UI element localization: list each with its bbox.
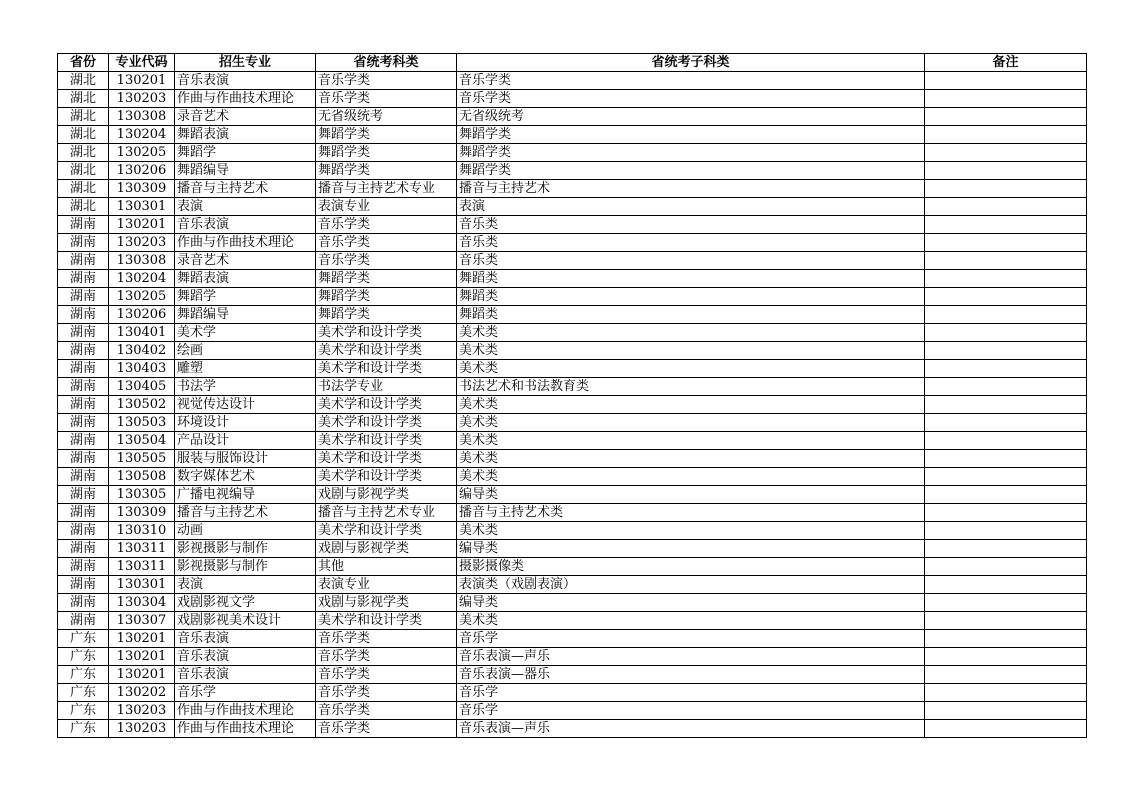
province-cell: 湖南 bbox=[58, 540, 109, 558]
major-code-cell: 130305 bbox=[109, 486, 175, 504]
major-cell: 戏剧影视文学 bbox=[175, 594, 316, 612]
province-cell: 广东 bbox=[58, 666, 109, 684]
major-cell: 影视摄影与制作 bbox=[175, 540, 316, 558]
major-cell: 服装与服饰设计 bbox=[175, 450, 316, 468]
table-row bbox=[58, 396, 1087, 414]
province-cell: 湖南 bbox=[58, 468, 109, 486]
table-row bbox=[58, 504, 1087, 522]
province-cell: 湖南 bbox=[58, 288, 109, 306]
province-cell: 湖北 bbox=[58, 198, 109, 216]
major-cell: 数字媒体艺术 bbox=[175, 468, 316, 486]
exam-category-cell: 美术学和设计学类 bbox=[316, 324, 457, 342]
table-row bbox=[58, 234, 1087, 252]
exam-category-cell: 舞蹈学类 bbox=[316, 126, 457, 144]
exam-category-cell: 美术学和设计学类 bbox=[316, 522, 457, 540]
remarks-cell bbox=[925, 396, 1087, 414]
major-cell: 播音与主持艺术 bbox=[175, 504, 316, 522]
remarks-cell bbox=[925, 684, 1087, 702]
major-cell: 播音与主持艺术 bbox=[175, 180, 316, 198]
exam-subcategory-cell: 摄影摄像类 bbox=[457, 558, 925, 576]
province-cell: 湖南 bbox=[58, 414, 109, 432]
exam-category-cell: 音乐学类 bbox=[316, 216, 457, 234]
remarks-cell bbox=[925, 414, 1087, 432]
exam-subcategory-cell: 音乐学 bbox=[457, 630, 925, 648]
exam-subcategory-cell: 舞蹈类 bbox=[457, 288, 925, 306]
province-cell: 湖南 bbox=[58, 486, 109, 504]
remarks-cell bbox=[925, 666, 1087, 684]
remarks-cell bbox=[925, 342, 1087, 360]
major-cell: 动画 bbox=[175, 522, 316, 540]
table-row bbox=[58, 216, 1087, 234]
major-cell: 音乐表演 bbox=[175, 630, 316, 648]
remarks-cell bbox=[925, 234, 1087, 252]
major-cell: 舞蹈表演 bbox=[175, 270, 316, 288]
major-code-cell: 130204 bbox=[109, 270, 175, 288]
exam-category-cell: 美术学和设计学类 bbox=[316, 414, 457, 432]
exam-subcategory-cell: 音乐类 bbox=[457, 252, 925, 270]
table-row bbox=[58, 540, 1087, 558]
major-code-cell: 130204 bbox=[109, 126, 175, 144]
province-cell: 湖南 bbox=[58, 252, 109, 270]
table-row bbox=[58, 90, 1087, 108]
major-code-cell: 130301 bbox=[109, 576, 175, 594]
major-cell: 环境设计 bbox=[175, 414, 316, 432]
remarks-cell bbox=[925, 270, 1087, 288]
major-cell: 舞蹈编导 bbox=[175, 162, 316, 180]
exam-category-cell: 播音与主持艺术专业 bbox=[316, 180, 457, 198]
table-row bbox=[58, 252, 1087, 270]
table-row bbox=[58, 108, 1087, 126]
exam-category-cell: 音乐学类 bbox=[316, 90, 457, 108]
major-cell: 作曲与作曲技术理论 bbox=[175, 720, 316, 738]
exam-subcategory-cell: 美术类 bbox=[457, 612, 925, 630]
table-body bbox=[58, 72, 1087, 738]
header-exam-subcategory: 省统考子科类 bbox=[457, 54, 925, 72]
major-code-cell: 130508 bbox=[109, 468, 175, 486]
province-cell: 湖南 bbox=[58, 576, 109, 594]
table-row bbox=[58, 486, 1087, 504]
exam-category-cell: 音乐学类 bbox=[316, 666, 457, 684]
exam-category-cell: 美术学和设计学类 bbox=[316, 432, 457, 450]
header-row bbox=[58, 54, 1087, 72]
exam-category-cell: 舞蹈学类 bbox=[316, 288, 457, 306]
table-row bbox=[58, 666, 1087, 684]
major-code-cell: 130504 bbox=[109, 432, 175, 450]
province-cell: 湖南 bbox=[58, 306, 109, 324]
exam-category-cell: 音乐学类 bbox=[316, 684, 457, 702]
province-cell: 湖南 bbox=[58, 270, 109, 288]
province-cell: 湖北 bbox=[58, 126, 109, 144]
province-cell: 湖南 bbox=[58, 612, 109, 630]
remarks-cell bbox=[925, 630, 1087, 648]
major-code-cell: 130311 bbox=[109, 540, 175, 558]
remarks-cell bbox=[925, 90, 1087, 108]
province-cell: 湖南 bbox=[58, 558, 109, 576]
remarks-cell bbox=[925, 612, 1087, 630]
exam-subcategory-cell: 美术类 bbox=[457, 414, 925, 432]
exam-category-cell: 舞蹈学类 bbox=[316, 144, 457, 162]
exam-category-cell: 舞蹈学类 bbox=[316, 270, 457, 288]
province-cell: 湖北 bbox=[58, 108, 109, 126]
major-cell: 音乐表演 bbox=[175, 666, 316, 684]
exam-category-cell: 美术学和设计学类 bbox=[316, 360, 457, 378]
exam-category-cell: 书法学专业 bbox=[316, 378, 457, 396]
major-code-cell: 130309 bbox=[109, 504, 175, 522]
remarks-cell bbox=[925, 108, 1087, 126]
major-code-cell: 130502 bbox=[109, 396, 175, 414]
major-cell: 表演 bbox=[175, 198, 316, 216]
exam-subcategory-cell: 美术类 bbox=[457, 522, 925, 540]
remarks-cell bbox=[925, 198, 1087, 216]
exam-subcategory-cell: 美术类 bbox=[457, 396, 925, 414]
major-code-cell: 130308 bbox=[109, 108, 175, 126]
table-row bbox=[58, 522, 1087, 540]
exam-subcategory-cell: 音乐类 bbox=[457, 216, 925, 234]
exam-category-cell: 戏剧与影视学类 bbox=[316, 540, 457, 558]
remarks-cell bbox=[925, 126, 1087, 144]
province-cell: 湖南 bbox=[58, 342, 109, 360]
province-cell: 湖南 bbox=[58, 594, 109, 612]
remarks-cell bbox=[925, 468, 1087, 486]
major-code-cell: 130201 bbox=[109, 666, 175, 684]
remarks-cell bbox=[925, 162, 1087, 180]
exam-category-cell: 音乐学类 bbox=[316, 252, 457, 270]
remarks-cell bbox=[925, 324, 1087, 342]
major-cell: 音乐表演 bbox=[175, 72, 316, 90]
remarks-cell bbox=[925, 504, 1087, 522]
major-cell: 舞蹈学 bbox=[175, 144, 316, 162]
exam-subcategory-cell: 音乐表演—声乐 bbox=[457, 720, 925, 738]
major-cell: 录音艺术 bbox=[175, 252, 316, 270]
table-row bbox=[58, 576, 1087, 594]
header-exam-category: 省统考科类 bbox=[316, 54, 457, 72]
remarks-cell bbox=[925, 432, 1087, 450]
exam-category-cell: 美术学和设计学类 bbox=[316, 396, 457, 414]
table-row bbox=[58, 432, 1087, 450]
major-code-cell: 130301 bbox=[109, 198, 175, 216]
major-code-cell: 130201 bbox=[109, 648, 175, 666]
header-major-code: 专业代码 bbox=[109, 54, 175, 72]
major-cell: 舞蹈编导 bbox=[175, 306, 316, 324]
exam-category-cell: 音乐学类 bbox=[316, 720, 457, 738]
remarks-cell bbox=[925, 180, 1087, 198]
exam-subcategory-cell: 音乐学类 bbox=[457, 72, 925, 90]
province-cell: 湖南 bbox=[58, 234, 109, 252]
major-cell: 作曲与作曲技术理论 bbox=[175, 234, 316, 252]
province-cell: 湖南 bbox=[58, 432, 109, 450]
exam-subcategory-cell: 舞蹈学类 bbox=[457, 144, 925, 162]
exam-subcategory-cell: 播音与主持艺术类 bbox=[457, 504, 925, 522]
province-cell: 湖北 bbox=[58, 162, 109, 180]
table-row bbox=[58, 612, 1087, 630]
exam-category-cell: 表演专业 bbox=[316, 198, 457, 216]
table-row bbox=[58, 720, 1087, 738]
exam-subcategory-cell: 表演类（戏剧表演） bbox=[457, 576, 925, 594]
major-cell: 作曲与作曲技术理论 bbox=[175, 702, 316, 720]
exam-subcategory-cell: 书法艺术和书法教育类 bbox=[457, 378, 925, 396]
province-cell: 广东 bbox=[58, 720, 109, 738]
remarks-cell bbox=[925, 144, 1087, 162]
major-cell: 雕塑 bbox=[175, 360, 316, 378]
exam-category-cell: 音乐学类 bbox=[316, 630, 457, 648]
header-province: 省份 bbox=[58, 54, 109, 72]
remarks-cell bbox=[925, 522, 1087, 540]
major-cell: 广播电视编导 bbox=[175, 486, 316, 504]
exam-subcategory-cell: 表演 bbox=[457, 198, 925, 216]
major-code-cell: 130308 bbox=[109, 252, 175, 270]
major-cell: 产品设计 bbox=[175, 432, 316, 450]
major-code-cell: 130401 bbox=[109, 324, 175, 342]
major-code-cell: 130304 bbox=[109, 594, 175, 612]
table-row bbox=[58, 342, 1087, 360]
table-row bbox=[58, 594, 1087, 612]
major-code-cell: 130309 bbox=[109, 180, 175, 198]
major-code-cell: 130403 bbox=[109, 360, 175, 378]
header-major: 招生专业 bbox=[175, 54, 316, 72]
major-code-cell: 130201 bbox=[109, 216, 175, 234]
exam-category-cell: 播音与主持艺术专业 bbox=[316, 504, 457, 522]
remarks-cell bbox=[925, 360, 1087, 378]
remarks-cell bbox=[925, 576, 1087, 594]
table-row bbox=[58, 162, 1087, 180]
major-cell: 绘画 bbox=[175, 342, 316, 360]
exam-category-cell: 戏剧与影视学类 bbox=[316, 594, 457, 612]
major-cell: 音乐表演 bbox=[175, 648, 316, 666]
remarks-cell bbox=[925, 306, 1087, 324]
remarks-cell bbox=[925, 72, 1087, 90]
major-code-cell: 130505 bbox=[109, 450, 175, 468]
remarks-cell bbox=[925, 288, 1087, 306]
table-row bbox=[58, 630, 1087, 648]
remarks-cell bbox=[925, 720, 1087, 738]
exam-category-cell: 音乐学类 bbox=[316, 72, 457, 90]
table-row bbox=[58, 468, 1087, 486]
province-cell: 湖南 bbox=[58, 396, 109, 414]
admissions-table bbox=[57, 53, 1087, 738]
table-row bbox=[58, 378, 1087, 396]
exam-category-cell: 无省级统考 bbox=[316, 108, 457, 126]
table-row bbox=[58, 324, 1087, 342]
province-cell: 广东 bbox=[58, 630, 109, 648]
header-remarks: 备注 bbox=[925, 54, 1087, 72]
major-code-cell: 130205 bbox=[109, 144, 175, 162]
province-cell: 湖南 bbox=[58, 504, 109, 522]
exam-subcategory-cell: 编导类 bbox=[457, 594, 925, 612]
province-cell: 湖北 bbox=[58, 72, 109, 90]
major-cell: 表演 bbox=[175, 576, 316, 594]
major-cell: 书法学 bbox=[175, 378, 316, 396]
table-row bbox=[58, 684, 1087, 702]
exam-subcategory-cell: 美术类 bbox=[457, 324, 925, 342]
major-cell: 视觉传达设计 bbox=[175, 396, 316, 414]
major-code-cell: 130310 bbox=[109, 522, 175, 540]
table-row bbox=[58, 450, 1087, 468]
table-row bbox=[58, 144, 1087, 162]
province-cell: 湖南 bbox=[58, 360, 109, 378]
exam-subcategory-cell: 舞蹈类 bbox=[457, 306, 925, 324]
exam-subcategory-cell: 无省级统考 bbox=[457, 108, 925, 126]
table-row bbox=[58, 360, 1087, 378]
exam-subcategory-cell: 编导类 bbox=[457, 486, 925, 504]
major-code-cell: 130203 bbox=[109, 702, 175, 720]
remarks-cell bbox=[925, 486, 1087, 504]
major-cell: 美术学 bbox=[175, 324, 316, 342]
exam-category-cell: 美术学和设计学类 bbox=[316, 342, 457, 360]
province-cell: 湖北 bbox=[58, 180, 109, 198]
exam-subcategory-cell: 美术类 bbox=[457, 360, 925, 378]
remarks-cell bbox=[925, 540, 1087, 558]
province-cell: 湖北 bbox=[58, 90, 109, 108]
major-code-cell: 130203 bbox=[109, 90, 175, 108]
exam-category-cell: 表演专业 bbox=[316, 576, 457, 594]
major-cell: 舞蹈表演 bbox=[175, 126, 316, 144]
exam-subcategory-cell: 音乐学 bbox=[457, 684, 925, 702]
exam-subcategory-cell: 美术类 bbox=[457, 342, 925, 360]
table-row bbox=[58, 702, 1087, 720]
major-code-cell: 130307 bbox=[109, 612, 175, 630]
table-row bbox=[58, 270, 1087, 288]
remarks-cell bbox=[925, 558, 1087, 576]
major-cell: 音乐学 bbox=[175, 684, 316, 702]
remarks-cell bbox=[925, 450, 1087, 468]
table-row bbox=[58, 126, 1087, 144]
table-row bbox=[58, 180, 1087, 198]
exam-subcategory-cell: 音乐表演—声乐 bbox=[457, 648, 925, 666]
exam-category-cell: 其他 bbox=[316, 558, 457, 576]
exam-subcategory-cell: 播音与主持艺术 bbox=[457, 180, 925, 198]
table-row bbox=[58, 558, 1087, 576]
exam-subcategory-cell: 美术类 bbox=[457, 468, 925, 486]
exam-category-cell: 音乐学类 bbox=[316, 234, 457, 252]
remarks-cell bbox=[925, 594, 1087, 612]
remarks-cell bbox=[925, 648, 1087, 666]
exam-category-cell: 美术学和设计学类 bbox=[316, 468, 457, 486]
exam-subcategory-cell: 舞蹈类 bbox=[457, 270, 925, 288]
major-cell: 舞蹈学 bbox=[175, 288, 316, 306]
major-code-cell: 130405 bbox=[109, 378, 175, 396]
remarks-cell bbox=[925, 702, 1087, 720]
major-cell: 影视摄影与制作 bbox=[175, 558, 316, 576]
major-code-cell: 130206 bbox=[109, 306, 175, 324]
exam-subcategory-cell: 舞蹈学类 bbox=[457, 126, 925, 144]
exam-category-cell: 戏剧与影视学类 bbox=[316, 486, 457, 504]
major-cell: 作曲与作曲技术理论 bbox=[175, 90, 316, 108]
province-cell: 湖南 bbox=[58, 216, 109, 234]
major-code-cell: 130201 bbox=[109, 72, 175, 90]
exam-subcategory-cell: 编导类 bbox=[457, 540, 925, 558]
exam-subcategory-cell: 美术类 bbox=[457, 432, 925, 450]
exam-category-cell: 音乐学类 bbox=[316, 702, 457, 720]
remarks-cell bbox=[925, 216, 1087, 234]
major-code-cell: 130201 bbox=[109, 630, 175, 648]
table-row bbox=[58, 198, 1087, 216]
major-code-cell: 130203 bbox=[109, 720, 175, 738]
major-code-cell: 130202 bbox=[109, 684, 175, 702]
exam-category-cell: 美术学和设计学类 bbox=[316, 450, 457, 468]
province-cell: 广东 bbox=[58, 648, 109, 666]
major-cell: 音乐表演 bbox=[175, 216, 316, 234]
exam-subcategory-cell: 美术类 bbox=[457, 450, 925, 468]
major-code-cell: 130203 bbox=[109, 234, 175, 252]
province-cell: 广东 bbox=[58, 684, 109, 702]
exam-category-cell: 舞蹈学类 bbox=[316, 306, 457, 324]
province-cell: 湖南 bbox=[58, 522, 109, 540]
major-cell: 戏剧影视美术设计 bbox=[175, 612, 316, 630]
major-code-cell: 130206 bbox=[109, 162, 175, 180]
exam-category-cell: 音乐学类 bbox=[316, 648, 457, 666]
major-code-cell: 130205 bbox=[109, 288, 175, 306]
table-row bbox=[58, 414, 1087, 432]
table-row bbox=[58, 306, 1087, 324]
major-cell: 录音艺术 bbox=[175, 108, 316, 126]
exam-subcategory-cell: 音乐类 bbox=[457, 234, 925, 252]
province-cell: 湖南 bbox=[58, 378, 109, 396]
major-code-cell: 130311 bbox=[109, 558, 175, 576]
exam-subcategory-cell: 音乐学类 bbox=[457, 90, 925, 108]
province-cell: 湖北 bbox=[58, 144, 109, 162]
table-row bbox=[58, 72, 1087, 90]
remarks-cell bbox=[925, 378, 1087, 396]
exam-subcategory-cell: 舞蹈学类 bbox=[457, 162, 925, 180]
province-cell: 湖南 bbox=[58, 324, 109, 342]
major-code-cell: 130503 bbox=[109, 414, 175, 432]
major-code-cell: 130402 bbox=[109, 342, 175, 360]
province-cell: 湖南 bbox=[58, 450, 109, 468]
province-cell: 广东 bbox=[58, 702, 109, 720]
table-row bbox=[58, 648, 1087, 666]
remarks-cell bbox=[925, 252, 1087, 270]
exam-subcategory-cell: 音乐学 bbox=[457, 702, 925, 720]
exam-subcategory-cell: 音乐表演—器乐 bbox=[457, 666, 925, 684]
exam-category-cell: 舞蹈学类 bbox=[316, 162, 457, 180]
exam-category-cell: 美术学和设计学类 bbox=[316, 612, 457, 630]
table-row bbox=[58, 288, 1087, 306]
